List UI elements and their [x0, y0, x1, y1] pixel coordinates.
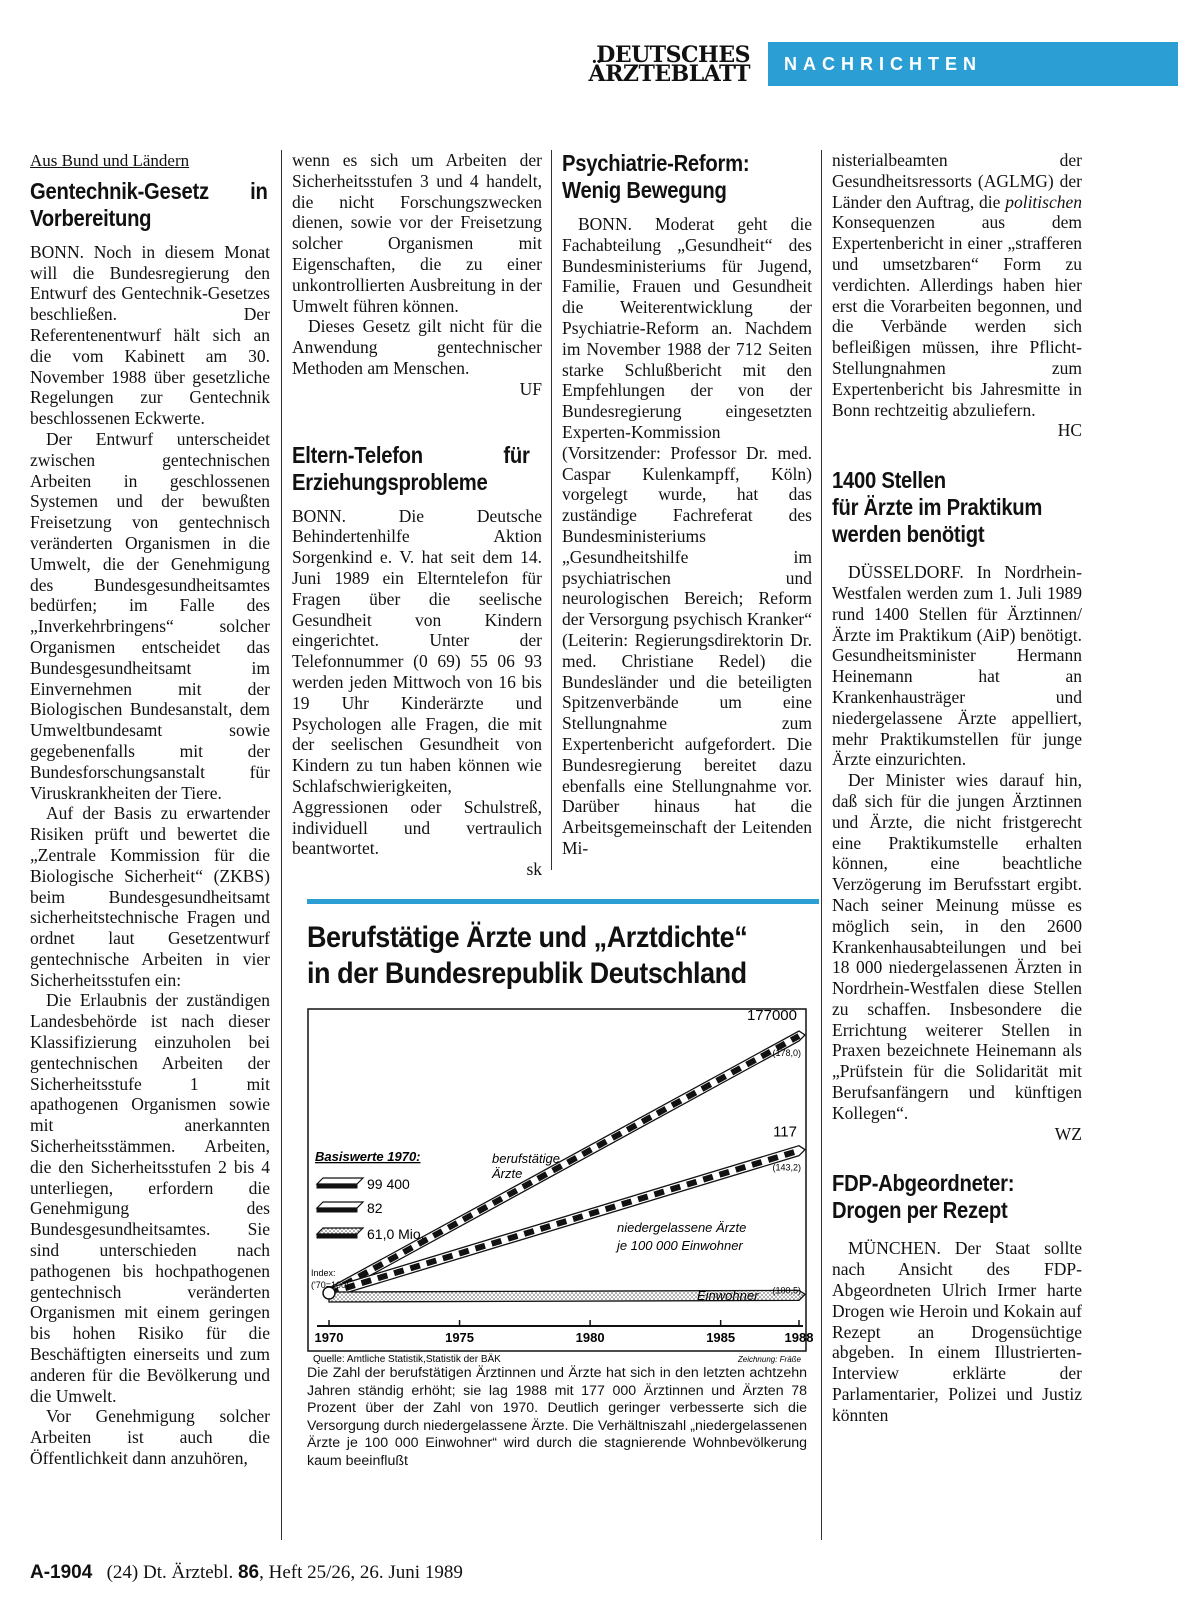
paragraph: wenn es sich um Arbeiten der Sicherheitsstufen 3 und 4 handelt, die nicht Forschungszwecken dienen, sowie vor der Freisetzung solcher Organismen mit Eigenschaften, die zu einer unkontrollierten Ausbreitung in der Umwelt führen können. — [292, 150, 542, 316]
emphasis: politischen — [1005, 191, 1082, 212]
series-end-label: (100,5) — [772, 1285, 801, 1296]
author-sign: WZ — [1054, 1123, 1082, 1144]
headline-eltern-telefon: Eltern-Telefon für Erziehungsprobleme — [292, 441, 530, 495]
chart-caption: Die Zahl der berufstätigen Ärztinnen und Ärzte hat sich in den letzten achtzehn Jahren ständig erhöht; sie lag 1988 mit 177 000 Ärztinnen und Ärzten 78 Prozent über der Zahl von 1970. Deutlich geringer verbesserte sich die Versorgung durch niedergelassene Ärzte. Die Verhältniszahl „niedergelassenen Ärzte je 100 000 Einwohner“ wird durch die stagnierende Wohnbevölkerung kaum beeinflußt — [307, 1365, 807, 1469]
rubric: Aus Bund und Ländern — [30, 151, 190, 170]
chart-svg — [307, 1007, 814, 1365]
column-rule — [281, 150, 282, 1540]
x-tick-label: 1975 — [445, 1330, 475, 1345]
masthead-line2: ÄRZTEBLATT — [588, 61, 750, 87]
legend-swatch — [317, 1208, 357, 1212]
headline-aip: 1400 Stellen für Ärzte im Praktikum werden benötigt — [832, 467, 1043, 548]
article-column-4 — [832, 150, 1082, 1426]
index-base-label: ('70=100) — [311, 1280, 349, 1290]
paragraph: BONN. Noch in diesem Monat will die Bundesregierung den Entwurf des Gentechnik-Gesetzes beschließen. Der Referentenentwurf hält sich an die vom Kabinett am 30. November 1988 über gesetzliche Regelungen zur Gentechnik beschlossenen Eckwerte. — [30, 241, 270, 429]
paragraph: BONN. Moderat geht die Fachabteilung „Gesundheit“ des Bundesministeriums für Jugend, Familie, Frauen und Gesundheit die Weiterentwicklung der Psychiatrie-Reform an. Nachdem im November 1988 der 712 Seiten starke Schlußbericht mit den Empfehlungen der von der Bundesregierung eingesetzten Experten-Kommission (Vorsitzender: Professor Dr. med. Caspar Kulenkampff, Köln) vorgelegt wurde, hat das zuständige Fachreferat des Bundesministeriums „Gesundheitshilfe im psychiatrischen und neurologischen Bereich; Reform der Versorgung psychisch Kranker“ (Leiterin: Regierungsdirektorin Dr. med. Christiane Redel) die Bundesländer und die beteiligten Spitzenverbände um eine Stellungnahme zum Expertenbericht aufgefordert. Die Bundesregierung bereitet dazu ebenfalls eine Stellungnahme vor. Darüber hinaus hat die Arbeitsgemeinschaft der Leitenden Mi- — [562, 214, 812, 858]
legend-swatch — [317, 1234, 357, 1238]
series-label: je 100 000 Einwohner — [617, 1238, 743, 1253]
legend-value: 99 400 — [367, 1176, 410, 1192]
headline-psychiatrie: Psychiatrie-Reform: Wenig Bewegung — [562, 150, 750, 203]
series-end-label: (178,0) — [772, 1048, 801, 1058]
section-banner: NACHRICHTEN — [768, 42, 1178, 86]
legend-swatch — [317, 1228, 363, 1234]
series-end-value: 177000 — [746, 1007, 797, 1024]
legend-swatch — [317, 1178, 363, 1184]
masthead-line1: DEUTSCHES — [596, 42, 750, 68]
legend-value: 61,0 Mio. — [367, 1226, 425, 1242]
paragraph: Der Entwurf unterscheidet zwischen gentechnischen Arbeiten in geschlossenen Systemen und der bewußten Freisetzung von gentechnisch veränderten Organismen in die Umwelt, die der Genehmigung des Bundesgesundheitsamtes bedürfen; im Falle des „Inverkehrbringens“ solcher Organismen entscheidet das Bundesgesundheitsamt im Einvernehmen mit der Biologischen Bundesanstalt, dem Umweltbundesamt sowie gegebenenfalls mit der Bundesforschungsanstalt für Viruskrankheiten der Tiere. — [30, 428, 270, 803]
paragraph: DÜSSELDORF. In Nordrhein-Westfalen werden zum 1. Juli 1989 rund 1400 Stellen für Ärztinnen/Ärzte im Praktikum (AiP) benötigt. Gesundheitsminister Hermann Heinemann hat an Krankenhausträger und niedergelassene Ärzte appelliert, mehr Praktikumstellen für junge Ärzte einzurichten. — [832, 562, 1082, 770]
chart — [307, 1007, 814, 1365]
article-gentechnik — [30, 150, 270, 1469]
chart-title: Berufstätige Ärzte und „Arztdichte“ in der Bundesrepublik Deutschland — [307, 921, 748, 990]
article-psychiatrie — [562, 150, 812, 859]
index-label: Index: — [311, 1268, 336, 1278]
issue-date: , Heft 25/26, 26. Juni 1989 — [259, 1562, 463, 1583]
page-footer — [30, 1562, 463, 1584]
page-number: A-1904 — [30, 1562, 93, 1583]
x-tick-label: 1980 — [575, 1330, 605, 1345]
series-end-value: 117 — [773, 1123, 797, 1141]
paragraph: Dieses Gesetz gilt nicht für die Anwendung gentechnischer Methoden am Menschen. — [292, 316, 542, 378]
x-tick-label: 1970 — [314, 1330, 344, 1345]
legend-swatch — [317, 1202, 363, 1208]
author-sign: HC — [1057, 420, 1082, 441]
legend-title: Basiswerte 1970: — [315, 1149, 421, 1164]
author-sign: UF — [519, 378, 542, 399]
series-label: Einwohner — [697, 1288, 759, 1303]
x-tick-label: 1988 — [784, 1330, 814, 1345]
article-continuation — [292, 150, 542, 880]
paragraph: Vor Genehmigung solcher Arbeiten ist auch die Öffentlichkeit dann anzuhören, — [30, 1406, 270, 1469]
author-sign: sk — [526, 859, 542, 880]
series-label: berufstätige — [492, 1151, 560, 1166]
series-label: Ärzte — [492, 1166, 523, 1181]
series-end-label: (143,2) — [772, 1162, 801, 1173]
paragraph: MÜNCHEN. Der Staat sollte nach Ansicht des FDP-Abgeordneten Ulrich Irmer harte Drogen wie Heroin und Kokain auf Rezept an Drogensüchtige abgeben. In einem Illustrierten-Interview erklärte der Parlamentarier, Polizei und Justiz könnten — [832, 1238, 1082, 1425]
legend-swatch — [317, 1184, 357, 1188]
column-rule — [821, 150, 822, 1540]
paragraph: Auf der Basis zu erwartender Risiken prüft und bewertet die „Zentrale Kommission für die Biologische Sicherheit“ (ZKBS) beim Bundesgesundheitsamt sicherheitstechnische Fragen und ordnet laut Gesetzentwurf gentechnische Arbeiten in vier Sicherheitsstufen ein: — [30, 803, 270, 990]
masthead — [572, 42, 750, 87]
headline-fdp: FDP-Abgeordneter: Drogen per Rezept — [832, 1170, 1015, 1224]
chart-source: Quelle: Amtliche Statistik,Statistik der BÄK — [313, 1354, 501, 1365]
paragraph: nisterialbeamten der Gesundheitsressorts (AGLMG) der Länder den Auftrag, die politischen Konsequenzen aus dem Expertenbericht in einer „strafferen und umsetzbaren“ Form zu verdichten. Allerdings haben hier erst die Vorarbeiten begonnen, und die Verbände werden sich befleißigen müssen, ihre Pflicht-Stellungnahmen zum Expertenbericht bis Jahresmitte in Bonn rechtzeitig abzuliefern. — [832, 150, 1082, 420]
journal-ref: (24) Dt. Ärztebl. — [106, 1562, 234, 1583]
paragraph: Die Erlaubnis der zuständigen Landesbehörde ist nach dieser Klassifizierung einzuholen bei gentechnischen Arbeiten der Sicherheitsstufe 1 mit apathogenen Organismen sowie mit anerkannten Sicherheitsstämmen. Arbeiten, die den Sicherheitsstufen 2 bis 4 unterliegen, erfordern die Genehmigung des Bundesgesundheitsamtes. Sie sind unterschieden nach pathogenen bis hochpathogenen gentechnisch veränderten Organismen mit einem geringen bis hohen Risiko für die Beschäftigten einerseits und zum anderen für die Bevölkerung und die Umwelt. — [30, 990, 270, 1406]
headline-gentechnik: Gentechnik-Gesetz in Vorbereitung — [30, 177, 268, 231]
series-label: niedergelassene Ärzte — [617, 1220, 747, 1235]
column-rule — [551, 150, 552, 870]
volume: 86 — [237, 1562, 260, 1583]
paragraph: Der Minister wies darauf hin, daß sich für die jungen Ärztinnen und Ärzte, die nicht fristgerecht eine Praktikumstelle erhalten können, eine beachtliche Verzögerung im Berufsstart ergibt. Nach seiner Meinung müsse es möglich sein, in den 2600 Krankenhausabteilungen und bei 18 000 niedergelassenen Ärzten in Nordrhein-Westfalen diese Stellen zu schaffen. Insbesondere die Errichtung weiterer Stellen in Praxen bezeichnete Heinemann als „Prüfstein für die Solidarität mit Berufsanfängern und künftigen Kollegen“. — [832, 770, 1082, 1123]
x-tick-label: 1985 — [706, 1330, 736, 1345]
chart-divider — [307, 899, 819, 904]
paragraph: BONN. Die Deutsche Behindertenhilfe Aktion Sorgenkind e. V. hat seit dem 14. Juni 1989 ein Elterntelefon für Fragen über die seelische Gesundheit von Kindern eingerichtet. Unter der Telefonnummer (0 69) 55 06 93 werden jeden Mittwoch von 16 bis 19 Uhr Kinderärzte und Psychologen alle Fragen, die mit der seelischen Gesundheit von Kindern zu tun haben können wie Schlafschwierigkeiten, Aggressionen oder Schulstreß, individuell und vertraulich beantwortet. — [292, 505, 542, 859]
legend-value: 82 — [367, 1200, 383, 1216]
chart-credit: Zeichnung: Fräße — [737, 1355, 801, 1364]
